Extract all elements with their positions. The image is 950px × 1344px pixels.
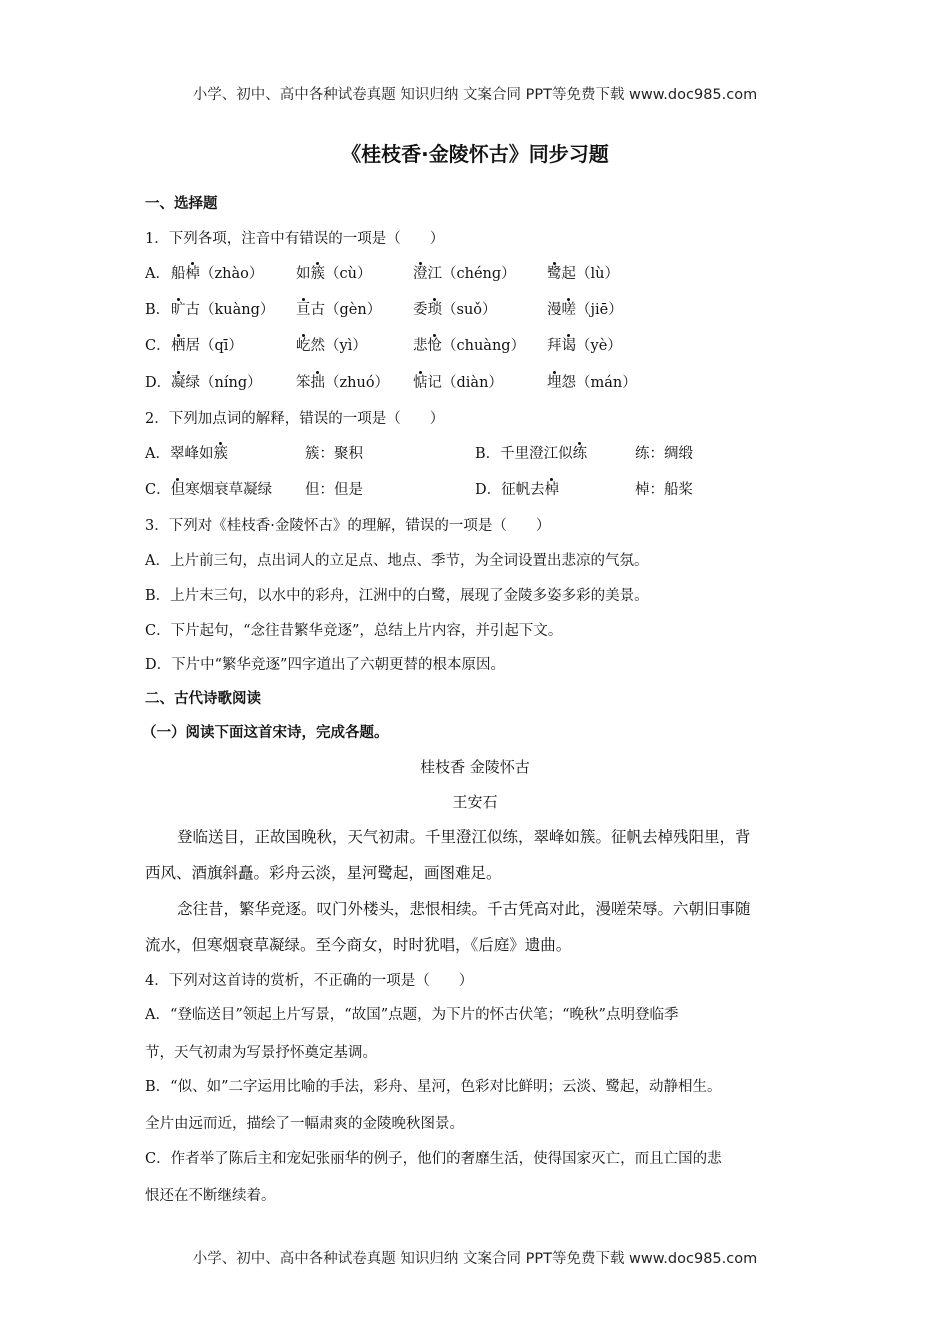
- q3-option-a: A．上片前三句，点出词人的立足点、地点、季节，为全词设置出悲凉的气氛。: [145, 553, 649, 569]
- q2-option-a: A．翠峰如簇: [145, 446, 228, 462]
- q1-option-a-item-2: 如簇（cù）: [296, 266, 372, 282]
- poem-author: 王安石: [452, 793, 498, 811]
- q2-option-b: B．千里澄江似练: [475, 446, 588, 462]
- q1-option-a-item-3: 澄江（chénɡ）: [413, 266, 516, 282]
- q2-option-b-explanation: 练：绸缎: [635, 446, 693, 462]
- q1-option-d-item-2: 笨拙（zhuó）: [296, 375, 390, 391]
- q2-option-c: C．但寒烟衰草凝绿: [145, 482, 273, 498]
- page-footer: 小学、初中、高中各种试卷真题 知识归纳 文案合同 PPT等免费下载 www.doc985.com: [192, 1251, 758, 1267]
- question-4-stem: 4．下列对这首诗的赏析，不正确的一项是（ ）: [145, 973, 474, 989]
- q4-option-c-line-1: C．作者举了陈后主和宠妃张丽华的例子，他们的奢靡生活，使得国家灭亡，而且亡国的悲: [145, 1151, 722, 1167]
- subsection-heading: （一）阅读下面这首宋诗，完成各题。: [142, 725, 389, 741]
- q1-option-b-item-3: 委琐（suǒ）: [413, 302, 497, 318]
- q1-option-a-item-4: 鹭起（lù）: [547, 266, 619, 282]
- q1-option-c-item-1: 栖居（qī）: [171, 338, 243, 354]
- q3-option-d: D．下片中“繁华竞逐”四字道出了六朝更替的根本原因。: [145, 657, 505, 673]
- poem-paragraph-1-line-1: 登临送目，正故国晚秋，天气初肃。千里澄江似练，翠峰如簇。征帆去棹残阳里，背: [177, 828, 751, 846]
- q1-option-c-item-3: 悲怆（chuàng）: [413, 338, 526, 354]
- q1-option-c-item-2: 屹然（yì）: [296, 338, 367, 354]
- q4-option-a-line-2: 节，天气初肃为写景抒怀奠定基调。: [145, 1045, 377, 1061]
- poem-title: 桂枝香 金陵怀古: [420, 758, 530, 776]
- q2-option-d-explanation: 棹：船桨: [635, 482, 693, 498]
- q1-option-c-item-4: 拜谒（yè）: [547, 338, 622, 354]
- q2-option-a-explanation: 簇：聚积: [305, 446, 363, 462]
- q4-option-b-line-2: 全片由远而近，描绘了一幅肃爽的金陵晚秋图景。: [145, 1116, 464, 1132]
- q1-option-a-item-1: 船棹（zhào）: [171, 266, 264, 282]
- q1-option-c-label: C．: [145, 338, 171, 354]
- q3-option-b: B．上片末三句，以水中的彩舟，江洲中的白鹭，展现了金陵多姿多彩的美景。: [145, 588, 649, 604]
- page-header: 小学、初中、高中各种试卷真题 知识归纳 文案合同 PPT等免费下载 www.doc985.com: [192, 87, 758, 103]
- page-title: 《桂枝香·金陵怀古》同步习题: [341, 142, 609, 166]
- q1-option-d-item-3: 惦记（diàn）: [413, 375, 503, 391]
- section-heading-poetry: 二、古代诗歌阅读: [145, 691, 261, 707]
- q1-option-d-item-4: 埋怨（mán）: [547, 375, 637, 391]
- question-2-stem: 2．下列加点词的解释，错误的一项是（ ）: [145, 411, 445, 427]
- q4-option-c-line-2: 恨还在不断继续着。: [145, 1188, 276, 1204]
- q1-option-b-item-4: 漫嗟（jiē）: [547, 302, 623, 318]
- q1-option-a-label: A．: [145, 266, 170, 282]
- q1-option-b-item-1: 旷古（kuàng）: [171, 302, 275, 318]
- q1-option-b-item-2: 亘古（gèn）: [296, 302, 382, 318]
- poem-paragraph-2-line-2: 流水，但寒烟衰草凝绿。至今商女，时时犹唱，《后庭》遗曲。: [145, 936, 572, 954]
- poem-paragraph-1-line-2: 西风、酒旗斜矗。彩舟云淡，星河鹭起，画图难足。: [145, 864, 502, 882]
- q3-option-c: C．下片起句，“念往昔繁华竞逐”，总结上片内容，并引起下文。: [145, 623, 563, 639]
- q1-option-d-label: D．: [145, 375, 172, 391]
- poem-paragraph-2-line-1: 念往昔，繁华竞逐。叹门外楼头，悲恨相续。千古凭高对此，漫嗟荣辱。六朝旧事随: [177, 900, 751, 918]
- q1-option-b-label: B．: [145, 302, 171, 318]
- q4-option-a-line-1: A．“登临送目”领起上片写景，“故国”点题，为下片的怀古伏笔；“晚秋”点明登临季: [145, 1007, 679, 1023]
- question-3-stem: 3．下列对《桂枝香·金陵怀古》的理解，错误的一项是（ ）: [145, 518, 551, 534]
- question-1-stem: 1．下列各项，注音中有错误的一项是（ ）: [145, 231, 445, 247]
- q2-option-c-explanation: 但：但是: [305, 482, 363, 498]
- q4-option-b-line-1: B．“似、如”二字运用比喻的手法，彩舟、星河，色彩对比鲜明；云淡、鹭起，动静相生。: [145, 1079, 722, 1095]
- q2-option-d: D．征帆去棹: [475, 482, 560, 498]
- section-heading-choice: 一、选择题: [145, 196, 218, 212]
- q1-option-d-item-1: 凝绿（níng）: [171, 375, 262, 391]
